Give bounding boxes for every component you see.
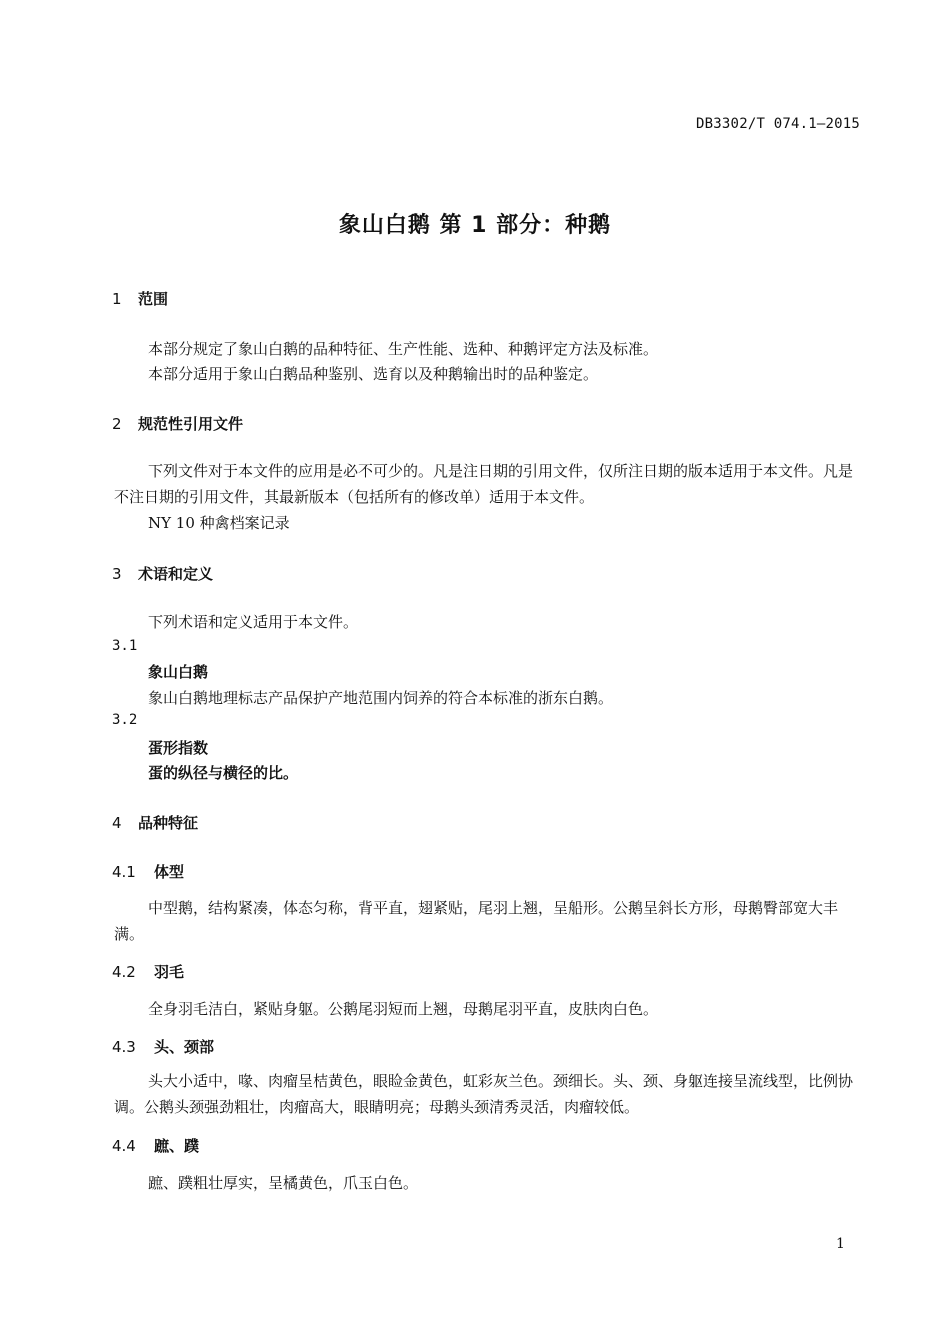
section-4-heading [112, 812, 198, 833]
subsection-4-1-heading [112, 861, 184, 882]
subsection-title: 体型 [154, 863, 185, 881]
term-definition: 象山白鹅地理标志产品保护产地范围内饲养的符合本标准的浙东白鹅。 [148, 689, 614, 707]
subsection-number: 4.1 [112, 863, 136, 881]
subsection-number: 4.3 [112, 1038, 136, 1056]
subsection-4-4-heading [112, 1135, 199, 1156]
term-name: 蛋形指数 [148, 739, 209, 757]
paragraph: 蹠、蹼粗壮厚实，呈橘黄色，爪玉白色。 [148, 1174, 419, 1192]
section-number: 4 [112, 814, 122, 832]
subsection-number: 4.4 [112, 1137, 136, 1155]
subsection-title: 羽毛 [154, 963, 185, 981]
subsection-title: 头、颈部 [154, 1038, 215, 1056]
section-number: 3 [112, 565, 122, 583]
paragraph: 全身羽毛洁白，紧贴身躯。公鹅尾羽短而上翘，母鹅尾羽平直，皮肤肉白色。 [148, 1000, 659, 1018]
paragraph: 下列术语和定义适用于本文件。 [148, 613, 359, 631]
paragraph: 下列文件对于本文件的应用是必不可少的。凡是注日期的引用文件，仅所注日期的版本适用于本文件。凡是不注日期的引用文件，其最新版本（包括所有的修改单）适用于本文件。 [114, 462, 854, 506]
term-number: 3.2 [112, 712, 138, 728]
term-number: 3.1 [112, 638, 138, 654]
section-number: 2 [112, 415, 122, 433]
section-title: 术语和定义 [138, 565, 214, 583]
document-title: 象山白鹅 第 1 部分：种鹅 [338, 213, 612, 238]
section-title: 规范性引用文件 [138, 415, 244, 433]
term-name: 象山白鹅 [148, 663, 209, 681]
paragraph: 头大小适中，喙、肉瘤呈桔黄色，眼睑金黄色，虹彩灰兰色。颈细长。头、颈、身躯连接呈流线型，比例协调。公鹅头颈强劲粗壮，肉瘤高大，眼睛明亮；母鹅头颈清秀灵活，肉瘤较低。 [114, 1072, 854, 1116]
subsection-4-2-heading [112, 961, 184, 982]
subsection-title: 蹠、蹼 [154, 1137, 200, 1155]
section-number: 1 [112, 290, 122, 308]
page-number: 1 [836, 1236, 845, 1252]
section-title: 品种特征 [138, 814, 199, 832]
section-3-heading [112, 563, 213, 584]
subsection-number: 4.2 [112, 963, 136, 981]
section-1-heading [112, 288, 168, 309]
paragraph: 本部分规定了象山白鹅的品种特征、生产性能、选种、种鹅评定方法及标准。 [148, 340, 659, 358]
subsection-4-3-heading [112, 1036, 214, 1057]
section-2-heading [112, 413, 243, 434]
normative-reference: NY 10 种禽档案记录 [148, 514, 290, 532]
section-title: 范围 [138, 290, 169, 308]
paragraph: 本部分适用于象山白鹅品种鉴别、选育以及种鹅输出时的品种鉴定。 [148, 365, 599, 383]
document-code: DB3302/T 074.1—2015 [696, 116, 860, 132]
term-definition: 蛋的纵径与横径的比。 [148, 764, 299, 782]
paragraph: 中型鹅，结构紧凑，体态匀称，背平直，翅紧贴，尾羽上翘，呈船形。公鹅呈斜长方形，母鹅臀部宽大丰满。 [114, 899, 839, 943]
